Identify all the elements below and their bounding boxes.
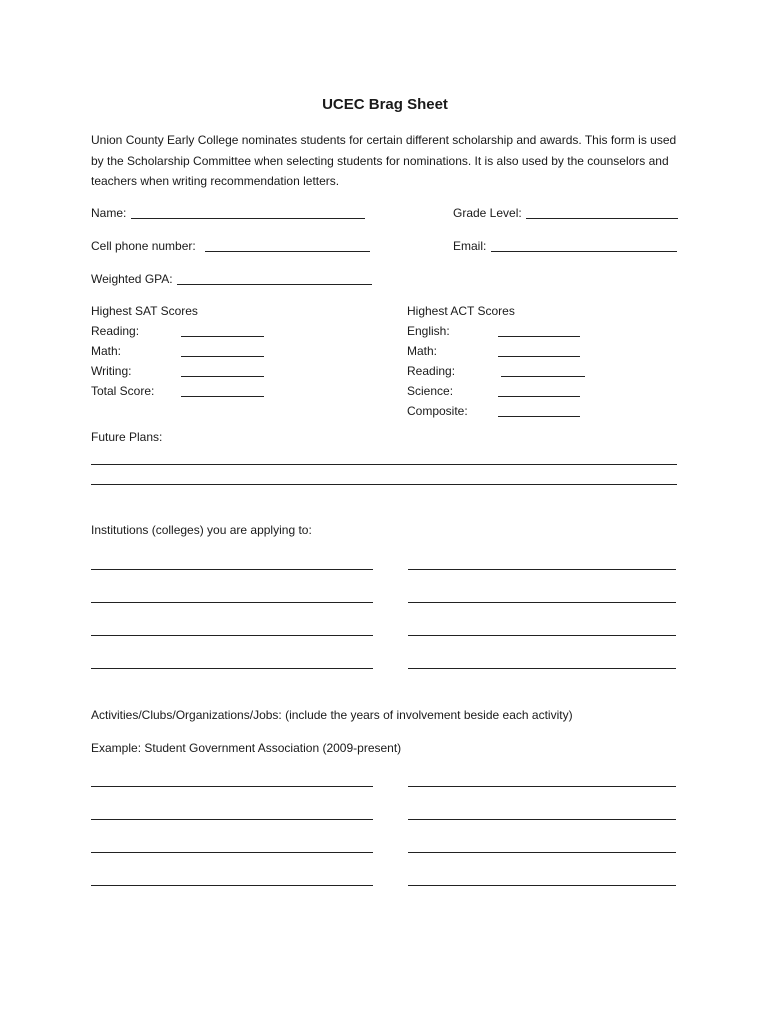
- grade-level-label: Grade Level:: [453, 206, 522, 220]
- sat-reading-field[interactable]: [181, 336, 264, 337]
- act-english-label: English:: [407, 324, 450, 338]
- name-field[interactable]: [131, 218, 365, 219]
- future-plans-line-2[interactable]: [91, 484, 677, 485]
- name-label: Name:: [91, 206, 127, 220]
- activity-field[interactable]: [408, 819, 676, 820]
- act-science-label: Science:: [407, 384, 454, 398]
- act-reading-label: Reading:: [407, 364, 456, 378]
- activity-field[interactable]: [91, 819, 373, 820]
- future-plans-label: Future Plans:: [91, 430, 163, 444]
- act-heading: Highest ACT Scores: [407, 304, 515, 318]
- act-composite-label: Composite:: [407, 404, 468, 418]
- cell-phone-field[interactable]: [205, 251, 370, 252]
- act-reading-field[interactable]: [501, 376, 585, 377]
- institution-field[interactable]: [91, 635, 373, 636]
- page-title: UCEC Brag Sheet: [322, 96, 448, 113]
- institution-field[interactable]: [408, 635, 676, 636]
- weighted-gpa-label: Weighted GPA:: [91, 272, 173, 286]
- sat-writing-field[interactable]: [181, 376, 264, 377]
- sat-reading-label: Reading:: [91, 324, 140, 338]
- future-plans-line-1[interactable]: [91, 464, 677, 465]
- email-field[interactable]: [491, 251, 677, 252]
- institution-field[interactable]: [91, 602, 373, 603]
- sat-math-field[interactable]: [181, 356, 264, 357]
- sat-heading: Highest SAT Scores: [91, 304, 198, 318]
- activities-label: Activities/Clubs/Organizations/Jobs: (include the years of involvement beside each activity): [91, 708, 573, 722]
- activity-field[interactable]: [91, 852, 373, 853]
- grade-level-field[interactable]: [526, 218, 678, 219]
- activity-field[interactable]: [408, 885, 676, 886]
- activities-example: Example: Student Government Association (2009-present): [91, 741, 402, 755]
- institution-field[interactable]: [408, 569, 676, 570]
- institutions-label: Institutions (colleges) you are applying to:: [91, 523, 312, 537]
- activity-field[interactable]: [91, 885, 373, 886]
- institution-field[interactable]: [91, 668, 373, 669]
- institution-field[interactable]: [91, 569, 373, 570]
- activity-field[interactable]: [91, 786, 373, 787]
- sat-total-field[interactable]: [181, 396, 264, 397]
- activity-field[interactable]: [408, 852, 676, 853]
- act-english-field[interactable]: [498, 336, 580, 337]
- sat-math-label: Math:: [91, 344, 122, 358]
- institution-field[interactable]: [408, 668, 676, 669]
- institution-field[interactable]: [408, 602, 676, 603]
- sat-total-label: Total Score:: [91, 384, 155, 398]
- act-composite-field[interactable]: [498, 416, 580, 417]
- act-math-label: Math:: [407, 344, 438, 358]
- act-math-field[interactable]: [498, 356, 580, 357]
- email-label: Email:: [453, 239, 487, 253]
- weighted-gpa-field[interactable]: [177, 284, 372, 285]
- sat-writing-label: Writing:: [91, 364, 132, 378]
- activity-field[interactable]: [408, 786, 676, 787]
- intro-paragraph: Union County Early College nominates students for certain different scholarship and awards. This form is used by the Scholarship Committee when selecting students for nominations. It is also used by the counselors and teachers when writing recommendation letters.: [91, 133, 677, 188]
- cell-phone-label: Cell phone number:: [91, 239, 196, 253]
- act-science-field[interactable]: [498, 396, 580, 397]
